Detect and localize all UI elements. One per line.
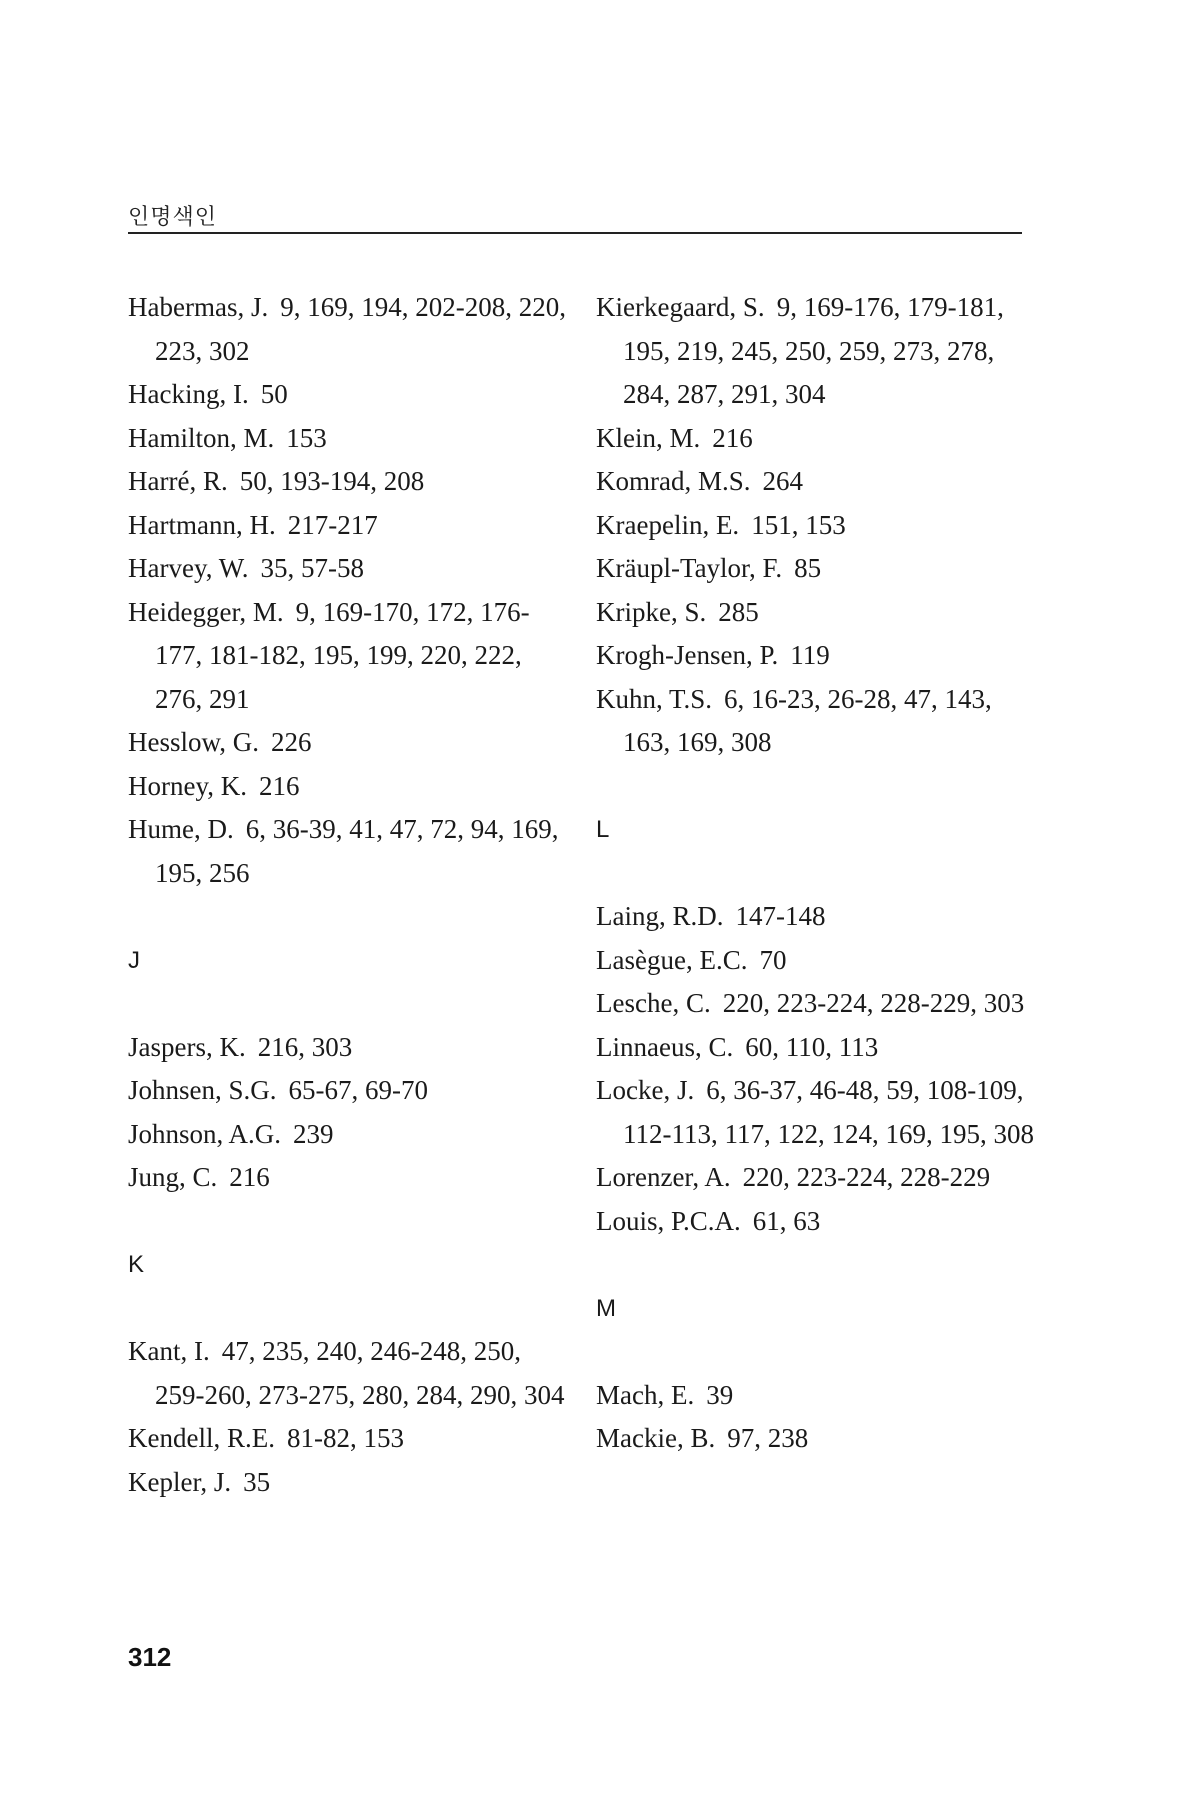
entry-name: Mach, E. — [596, 1379, 695, 1410]
entry-name: Krogh-Jensen, P. — [596, 640, 779, 670]
section-letter-j: J — [128, 946, 140, 974]
index-entry — [596, 1200, 1036, 1244]
index-entry — [596, 1069, 1036, 1156]
index-column-right — [596, 286, 1036, 1461]
index-entry — [596, 417, 1036, 461]
index-entry — [128, 1026, 568, 1070]
entry-name: Hartmann, H. — [128, 509, 276, 540]
entry-pages: 39 — [706, 1379, 734, 1410]
entry-pages: 97, 238 — [727, 1423, 809, 1453]
index-entry — [128, 1417, 568, 1461]
section-letter-l: L — [596, 816, 610, 843]
entry-pages: 239 — [293, 1118, 334, 1149]
entry-name: Hacking, I. — [128, 379, 249, 409]
index-entry — [128, 591, 568, 722]
entry-name: Jaspers, K. — [128, 1031, 246, 1062]
entry-pages: 216 — [258, 770, 300, 801]
entry-name: Komrad, M.S. — [596, 466, 751, 496]
entry-pages: 9, 169-170, 172, 176-177, 181-182, 195, 199, 220, 222, 276, 291 — [155, 596, 530, 714]
index-entry — [128, 460, 568, 504]
entry-name: Harré, R. — [128, 466, 228, 496]
index-entry — [128, 1156, 568, 1200]
entry-name: Louis, P.C.A. — [596, 1205, 741, 1236]
entry-pages: 81-82, 153 — [286, 1423, 404, 1453]
index-entry — [596, 286, 1036, 417]
entry-pages: 220, 223-224, 228-229 — [742, 1162, 991, 1192]
entry-pages: 85 — [794, 553, 822, 583]
index-entry — [596, 1156, 1036, 1200]
section-gap — [128, 1200, 568, 1244]
entry-name: Kierkegaard, S. — [596, 292, 765, 322]
entry-pages: 50 — [260, 379, 288, 409]
entry-pages: 9, 169, 194, 202-208, 220, 223, 302 — [155, 292, 566, 366]
index-entry — [128, 765, 568, 809]
index-column-left — [128, 286, 568, 1504]
entry-name: Johnsen, S.G. — [128, 1075, 277, 1105]
index-entry — [128, 286, 568, 373]
index-entry — [128, 417, 568, 461]
entry-name: Linnaeus, C. — [596, 1031, 734, 1062]
index-entry — [128, 808, 568, 895]
entry-pages: 50, 193-194, 208 — [239, 466, 425, 496]
entry-pages: 47, 235, 240, 246-248, 250, 259-260, 273-275, 280, 284, 290, 304 — [155, 1336, 565, 1410]
entry-name: Kant, I. — [128, 1336, 210, 1366]
index-entry — [128, 504, 568, 548]
index-entry — [128, 1069, 568, 1113]
entry-name: Kripke, S. — [596, 596, 707, 627]
entry-pages: 65-67, 69-70 — [288, 1075, 428, 1105]
entry-name: Mackie, B. — [596, 1423, 716, 1453]
entry-pages: 285 — [718, 596, 759, 627]
entry-pages: 216 — [229, 1162, 270, 1192]
entry-name: Kendell, R.E. — [128, 1423, 275, 1453]
entry-pages: 217-217 — [287, 509, 378, 540]
section-letter-k: K — [128, 1251, 145, 1278]
entry-pages: 220, 223-224, 228-229, 303 — [722, 988, 1025, 1018]
entry-pages: 226 — [271, 727, 312, 757]
entry-pages: 6, 36-39, 41, 47, 72, 94, 169, 195, 256 — [155, 814, 559, 888]
entry-name: Lasègue, E.C. — [596, 944, 748, 975]
entry-name: Kraepelin, E. — [596, 509, 740, 540]
entry-name: Jung, C. — [128, 1162, 218, 1192]
entry-name: Habermas, J. — [128, 292, 269, 322]
entry-pages: 9, 169-176, 179-181, 195, 219, 245, 250, 259, 273, 278, 284, 287, 291, 304 — [623, 292, 1004, 409]
index-entry — [596, 1026, 1036, 1070]
entry-pages: 61, 63 — [752, 1205, 821, 1236]
entry-name: Johnson, A.G. — [128, 1118, 282, 1149]
entry-name: Klein, M. — [596, 422, 701, 453]
index-entry — [128, 1330, 568, 1417]
index-entry — [596, 678, 1036, 765]
entry-pages: 264 — [762, 466, 803, 496]
section-letter-m: M — [596, 1294, 616, 1322]
entry-pages: 6, 16-23, 26-28, 47, 143, 163, 169, 308 — [623, 683, 992, 757]
entry-name: Laing, R.D. — [596, 901, 724, 931]
entry-name: Hume, D. — [128, 814, 234, 844]
entry-name: Heidegger, M. — [128, 596, 284, 627]
running-head: 인명색인 — [128, 205, 218, 230]
entry-pages: 216, 303 — [257, 1031, 353, 1062]
index-entry — [596, 634, 1036, 678]
entry-pages: 6, 36-37, 46-48, 59, 108-109, 112-113, 117, 122, 124, 169, 195, 308 — [623, 1075, 1034, 1149]
entry-name: Hesslow, G. — [128, 727, 259, 757]
entry-name: Locke, J. — [596, 1075, 695, 1105]
index-entry — [128, 721, 568, 765]
entry-pages: 147-148 — [735, 901, 826, 931]
entry-pages: 153 — [286, 422, 327, 453]
entry-pages: 151, 153 — [751, 509, 846, 540]
index-entry — [596, 504, 1036, 548]
index-entry — [596, 1374, 1036, 1418]
entry-pages: 119 — [790, 640, 830, 670]
index-entry — [596, 895, 1036, 939]
entry-pages: 60, 110, 113 — [745, 1031, 879, 1062]
index-entry — [128, 1461, 568, 1505]
entry-pages: 216 — [712, 422, 753, 453]
index-entry — [596, 1417, 1036, 1461]
entry-pages: 70 — [759, 944, 787, 975]
header-rule — [128, 232, 1022, 234]
entry-name: Harvey, W. — [128, 553, 249, 583]
index-entry — [128, 1113, 568, 1157]
entry-name: Lorenzer, A. — [596, 1162, 731, 1192]
entry-pages: 35, 57-58 — [260, 553, 364, 583]
index-entry — [596, 591, 1036, 635]
entry-pages: 35 — [243, 1466, 271, 1497]
entry-name: Horney, K. — [128, 770, 247, 801]
entry-name: Hamilton, M. — [128, 422, 275, 453]
index-entry — [596, 547, 1036, 591]
index-entry — [596, 460, 1036, 504]
entry-name: Lesche, C. — [596, 988, 711, 1018]
index-entry — [128, 547, 568, 591]
entry-name: Kräupl-Taylor, F. — [596, 553, 783, 583]
entry-name: Kepler, J. — [128, 1466, 232, 1497]
index-entry — [596, 982, 1036, 1026]
page-number: 312 — [128, 1642, 172, 1672]
entry-name: Kuhn, T.S. — [596, 683, 713, 714]
index-entry — [128, 373, 568, 417]
index-entry — [596, 939, 1036, 983]
